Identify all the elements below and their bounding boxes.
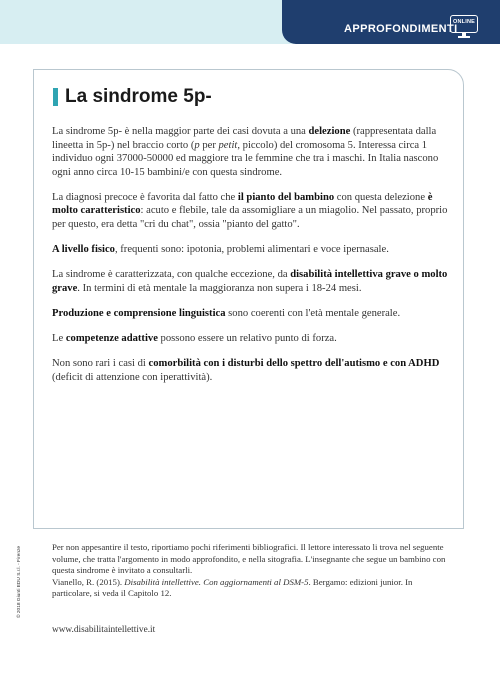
- bibliographic-reference: Vianello, R. (2015). Disabilità intellettive. Con aggiornamenti al DSM-5. Bergamo: edizioni junior. In particolare, si veda il Capitolo 12.: [52, 576, 413, 599]
- title-accent-bar: [53, 88, 58, 106]
- website-link[interactable]: www.disabilitaintellettive.it: [52, 625, 156, 635]
- paragraph-diagnosis: La diagnosi precoce è favorita dal fatto che il pianto del bambino con questa delezione è molto caratteristico: acuto e flebile, tale da assomigliare a un miagolio. Nel passato, proprio per questo, era detta "cri du chat", ossia "pianto del gatto".: [52, 191, 448, 231]
- footer-note-text: Per non appesantire il testo, riportiamo pochi riferimenti bibliografici. Il lettore interessato li trova nel seguente volume, che tratta l'argomento in modo approfondito, e nella sitografia. L'insegnante che segue un bambino con questa sindrome è invitato a consultarli.: [52, 542, 446, 576]
- paragraph-comorbidity: Non sono rari i casi di comorbilità con i disturbi dello spettro dell'autismo e con ADHD (deficit di attenzione con iperattività).: [52, 358, 440, 383]
- online-badge[interactable]: [450, 15, 478, 40]
- paragraph-language: Produzione e comprensione linguistica sono coerenti con l'età mentale generale.: [52, 307, 401, 319]
- paragraph-genetics: La sindrome 5p- è nella maggior parte dei casi dovuta a una delezione (rappresentata dalla lineetta in 5p-) nel braccio corto (p per petit, piccolo) del cromosoma 5. Interessa circa 1 individuo ogni 37000-50000 ed maggiore tra le femmine che tra i maschi. In Italia nascono ogni anno circa 10-15 bambini/e con questa sindrome.: [52, 126, 439, 178]
- section-header-tab: [282, 0, 500, 44]
- footer-note: [52, 542, 452, 600]
- online-badge-label: ONLINE: [453, 19, 475, 25]
- article-body: [52, 125, 448, 396]
- monitor-base: [458, 36, 470, 38]
- section-label: APPROFONDIMENTI: [344, 23, 458, 35]
- page-title: La sindrome 5p-: [65, 86, 212, 107]
- paragraph-physical: A livello fisico, frequenti sono: ipotonia, problemi alimentari e voce ipernasale.: [52, 244, 389, 256]
- paragraph-intellectual: La sindrome è caratterizzata, con qualche eccezione, da disabilità intellettiva grave o molto grave. In termini di età mentale la maggioranza non supera i 18-24 mesi.: [52, 269, 448, 294]
- paragraph-adaptive: Le competenze adattive possono essere un relativo punto di forza.: [52, 333, 337, 345]
- copyright-notice: © 2018 Giunti EDU S.r.l. - Firenze: [17, 545, 22, 618]
